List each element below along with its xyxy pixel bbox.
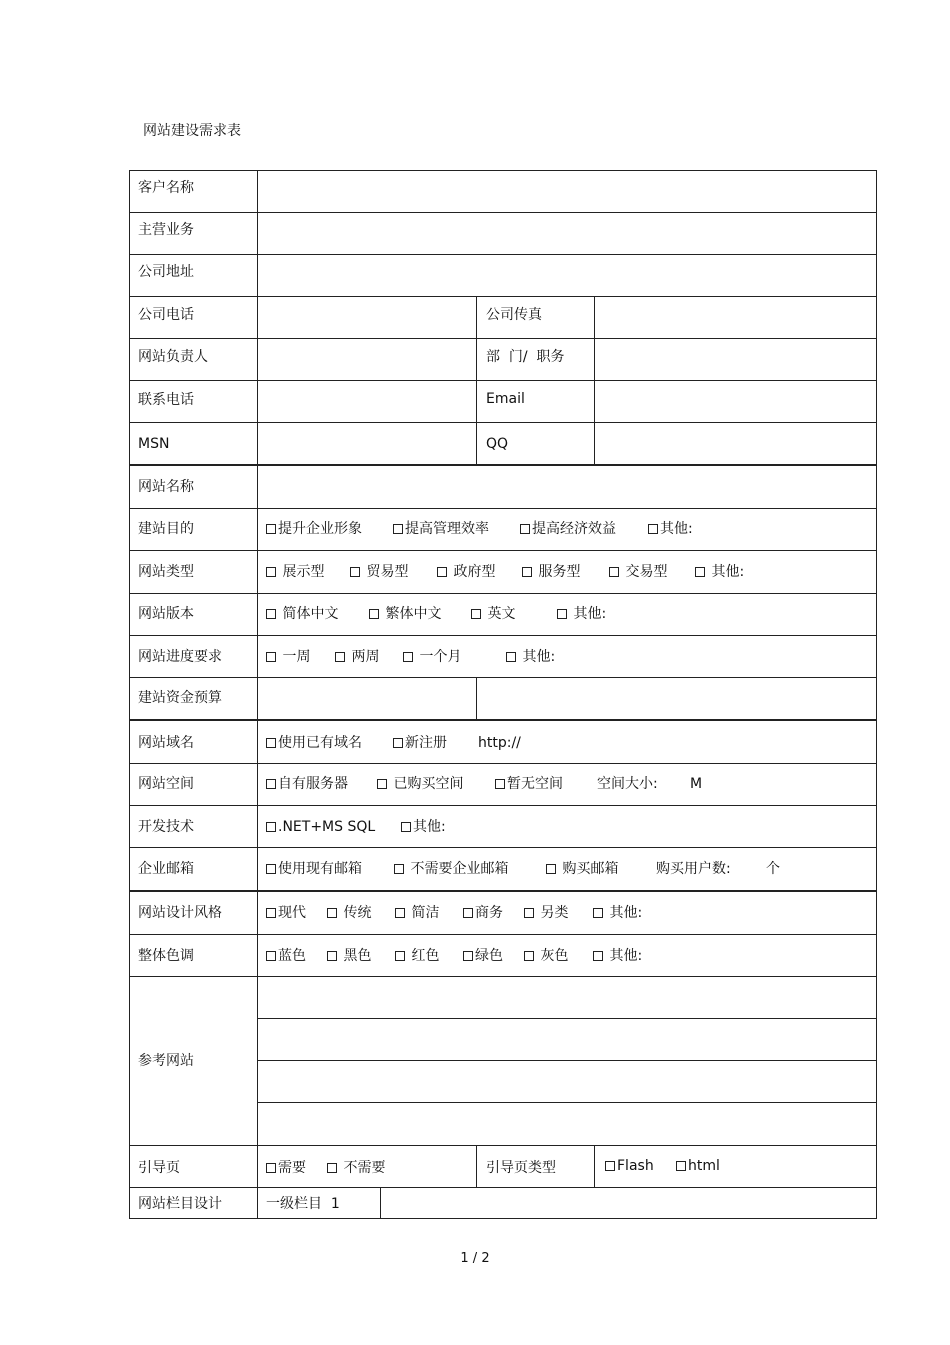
color-option-black[interactable]: 黑色 xyxy=(327,946,371,966)
type-option-government[interactable]: 政府型 xyxy=(437,562,495,582)
reference-site-field-2[interactable] xyxy=(258,1019,876,1060)
checkbox[interactable] xyxy=(401,822,411,832)
checkbox[interactable] xyxy=(676,1161,686,1171)
domain-prefix: http:// xyxy=(478,735,521,751)
checkbox[interactable] xyxy=(266,822,276,832)
site-type-label: 网站类型 xyxy=(138,564,194,580)
landing-type-label: 引导页类型 xyxy=(486,1160,556,1176)
page-number: 1 / 2 xyxy=(460,1251,490,1266)
checkbox[interactable] xyxy=(327,951,337,961)
checkbox[interactable] xyxy=(395,951,405,961)
checkbox[interactable] xyxy=(520,524,530,534)
space-option-purchased[interactable]: 已购买空间 xyxy=(377,774,463,794)
version-option-english[interactable]: 英文 xyxy=(471,604,515,624)
budget-field[interactable] xyxy=(258,678,476,719)
company-fax-field[interactable] xyxy=(595,297,876,338)
color-option-blue[interactable]: 蓝色 xyxy=(266,946,306,966)
version-option-other[interactable]: 其他: xyxy=(557,604,606,624)
checkbox[interactable] xyxy=(327,1163,337,1173)
client-name-field[interactable] xyxy=(258,171,876,212)
table-right-border xyxy=(876,170,877,1219)
schedule-option-month[interactable]: 一个月 xyxy=(403,647,461,667)
company-phone-label: 公司电话 xyxy=(138,307,194,323)
qq-field[interactable] xyxy=(595,423,876,464)
row-border xyxy=(129,508,877,509)
dev-tech-label: 开发技术 xyxy=(138,819,194,835)
row-border xyxy=(129,934,877,935)
checkbox[interactable] xyxy=(266,779,276,789)
checkbox[interactable] xyxy=(369,609,379,619)
purpose-option-image[interactable]: 提升企业形象 xyxy=(266,519,362,539)
checkbox[interactable] xyxy=(495,779,505,789)
mailbox-label: 企业邮箱 xyxy=(138,861,194,877)
email-label: Email xyxy=(486,391,525,407)
section-border xyxy=(129,890,877,892)
version-option-traditional[interactable]: 繁体中文 xyxy=(369,604,441,624)
space-size-unit: M xyxy=(690,776,703,792)
checkbox[interactable] xyxy=(377,779,387,789)
row-border xyxy=(129,1145,877,1146)
checkbox[interactable] xyxy=(609,567,619,577)
email-field[interactable] xyxy=(595,381,876,422)
purpose-option-efficiency[interactable]: 提高管理效率 xyxy=(393,519,489,539)
main-business-field[interactable] xyxy=(258,213,876,254)
checkbox[interactable] xyxy=(524,951,534,961)
checkbox[interactable] xyxy=(522,567,532,577)
space-size-label: 空间大小: xyxy=(597,776,658,792)
domain-option-existing[interactable]: 使用已有域名 xyxy=(266,733,362,753)
row-border xyxy=(129,847,877,848)
schedule-option-other[interactable]: 其他: xyxy=(506,647,555,667)
site-name-label: 网站名称 xyxy=(138,479,194,495)
mailbox-users-label: 购买用户数: xyxy=(656,861,731,877)
budget-notes-field[interactable] xyxy=(477,678,876,719)
type-option-other[interactable]: 其他: xyxy=(695,562,744,582)
mailbox-option-buy[interactable]: 购买邮箱 xyxy=(546,859,618,879)
checkbox[interactable] xyxy=(393,738,403,748)
table-bottom-border xyxy=(129,1218,877,1219)
checkbox[interactable] xyxy=(593,951,603,961)
company-address-field[interactable] xyxy=(258,255,876,296)
purpose-label: 建站目的 xyxy=(138,521,194,537)
qq-label: QQ xyxy=(486,436,509,452)
dev-tech-option-dotnet[interactable]: .NET+MS SQL xyxy=(266,817,375,837)
domain-label: 网站域名 xyxy=(138,735,194,751)
company-phone-field[interactable] xyxy=(258,297,476,338)
checkbox[interactable] xyxy=(266,738,276,748)
site-manager-field[interactable] xyxy=(258,339,476,380)
landing-option-needed[interactable]: 需要 xyxy=(266,1158,306,1178)
contact-phone-label: 联系电话 xyxy=(138,392,194,408)
reference-site-field-3[interactable] xyxy=(258,1061,876,1102)
reference-sites-label: 参考网站 xyxy=(138,1053,194,1069)
table-left-border xyxy=(129,170,130,1219)
first-level-column-field[interactable] xyxy=(381,1188,876,1218)
contact-phone-field[interactable] xyxy=(258,381,476,422)
design-style-label: 网站设计风格 xyxy=(138,905,222,921)
checkbox[interactable] xyxy=(266,864,276,874)
checkbox[interactable] xyxy=(266,567,276,577)
checkbox[interactable] xyxy=(327,908,337,918)
row-border xyxy=(129,763,877,764)
type-option-service[interactable]: 服务型 xyxy=(522,562,580,582)
row-border xyxy=(129,550,877,551)
landing-type-option-html[interactable]: html xyxy=(676,1156,720,1176)
checkbox[interactable] xyxy=(266,908,276,918)
document-title: 网站建设需求表 xyxy=(143,123,241,139)
company-address-label: 公司地址 xyxy=(138,264,194,280)
checkbox[interactable] xyxy=(593,908,603,918)
color-option-gray[interactable]: 灰色 xyxy=(524,946,568,966)
row-border xyxy=(129,593,877,594)
checkbox[interactable] xyxy=(350,567,360,577)
site-version-label: 网站版本 xyxy=(138,606,194,622)
checkbox[interactable] xyxy=(463,951,473,961)
site-manager-label: 网站负责人 xyxy=(138,349,208,365)
column-divider xyxy=(476,1145,477,1187)
checkbox[interactable] xyxy=(266,1163,276,1173)
company-fax-label: 公司传真 xyxy=(486,307,542,323)
mailbox-users-unit: 个 xyxy=(766,861,780,877)
checkbox[interactable] xyxy=(393,524,403,534)
section-border xyxy=(129,464,877,466)
main-business-label: 主营业务 xyxy=(138,222,194,238)
checkbox[interactable] xyxy=(403,652,413,662)
style-option-business[interactable]: 商务 xyxy=(463,903,503,923)
section-border xyxy=(129,719,877,721)
row-border xyxy=(129,805,877,806)
mailbox-option-not-needed[interactable]: 不需要企业邮箱 xyxy=(394,859,508,879)
mailbox-option-existing[interactable]: 使用现有邮箱 xyxy=(266,859,362,879)
checkbox[interactable] xyxy=(395,908,405,918)
checkbox[interactable] xyxy=(266,609,276,619)
style-option-alternative[interactable]: 另类 xyxy=(524,903,568,923)
column-divider xyxy=(476,296,477,464)
msn-field[interactable] xyxy=(258,423,476,464)
type-option-showcase[interactable]: 展示型 xyxy=(266,562,324,582)
style-option-other[interactable]: 其他: xyxy=(593,903,642,923)
checkbox[interactable] xyxy=(695,567,705,577)
budget-label: 建站资金预算 xyxy=(138,690,222,706)
checkbox[interactable] xyxy=(471,609,481,619)
reference-site-field-1[interactable] xyxy=(258,977,876,1018)
color-option-red[interactable]: 红色 xyxy=(395,946,439,966)
checkbox[interactable] xyxy=(546,864,556,874)
checkbox[interactable] xyxy=(437,567,447,577)
schedule-label: 网站进度要求 xyxy=(138,649,222,665)
landing-option-not-needed[interactable]: 不需要 xyxy=(327,1158,385,1178)
style-option-traditional[interactable]: 传统 xyxy=(327,903,371,923)
reference-site-field-4[interactable] xyxy=(258,1103,876,1145)
domain-option-new[interactable]: 新注册 xyxy=(393,733,447,753)
space-label: 网站空间 xyxy=(138,776,194,792)
color-tone-label: 整体色调 xyxy=(138,948,194,964)
color-option-other[interactable]: 其他: xyxy=(593,946,642,966)
checkbox[interactable] xyxy=(266,951,276,961)
checkbox[interactable] xyxy=(506,652,516,662)
row-border xyxy=(129,635,877,636)
landing-page-label: 引导页 xyxy=(138,1160,180,1176)
checkbox[interactable] xyxy=(266,524,276,534)
checkbox[interactable] xyxy=(335,652,345,662)
purpose-option-benefit[interactable]: 提高经济效益 xyxy=(520,519,616,539)
columns-design-label: 网站栏目设计 xyxy=(138,1196,222,1212)
type-option-trade[interactable]: 贸易型 xyxy=(350,562,408,582)
msn-label: MSN xyxy=(138,436,170,452)
department-position-field[interactable] xyxy=(595,339,876,380)
schedule-option-week[interactable]: 一周 xyxy=(266,647,310,667)
first-level-column: 一级栏目 1 xyxy=(266,1196,340,1212)
column-divider xyxy=(594,1145,595,1187)
checkbox[interactable] xyxy=(394,864,404,874)
space-option-own-server[interactable]: 自有服务器 xyxy=(266,774,348,794)
checkbox[interactable] xyxy=(557,609,567,619)
version-option-simplified[interactable]: 简体中文 xyxy=(266,604,338,624)
schedule-option-two-weeks[interactable]: 两周 xyxy=(335,647,379,667)
client-name-label: 客户名称 xyxy=(138,180,194,196)
style-option-simple[interactable]: 简洁 xyxy=(395,903,439,923)
checkbox[interactable] xyxy=(463,908,473,918)
style-option-modern[interactable]: 现代 xyxy=(266,903,306,923)
color-option-green[interactable]: 绿色 xyxy=(463,946,503,966)
checkbox[interactable] xyxy=(266,652,276,662)
type-option-transaction[interactable]: 交易型 xyxy=(609,562,667,582)
checkbox[interactable] xyxy=(605,1161,615,1171)
checkbox[interactable] xyxy=(648,524,658,534)
purpose-option-other[interactable]: 其他: xyxy=(648,519,693,539)
department-position-label: 部 门/ 职务 xyxy=(486,349,565,365)
dev-tech-option-other[interactable]: 其他: xyxy=(401,817,446,837)
checkbox[interactable] xyxy=(524,908,534,918)
site-name-field[interactable] xyxy=(258,467,876,508)
landing-type-option-flash[interactable]: Flash xyxy=(605,1156,654,1176)
space-option-none[interactable]: 暂无空间 xyxy=(495,774,563,794)
